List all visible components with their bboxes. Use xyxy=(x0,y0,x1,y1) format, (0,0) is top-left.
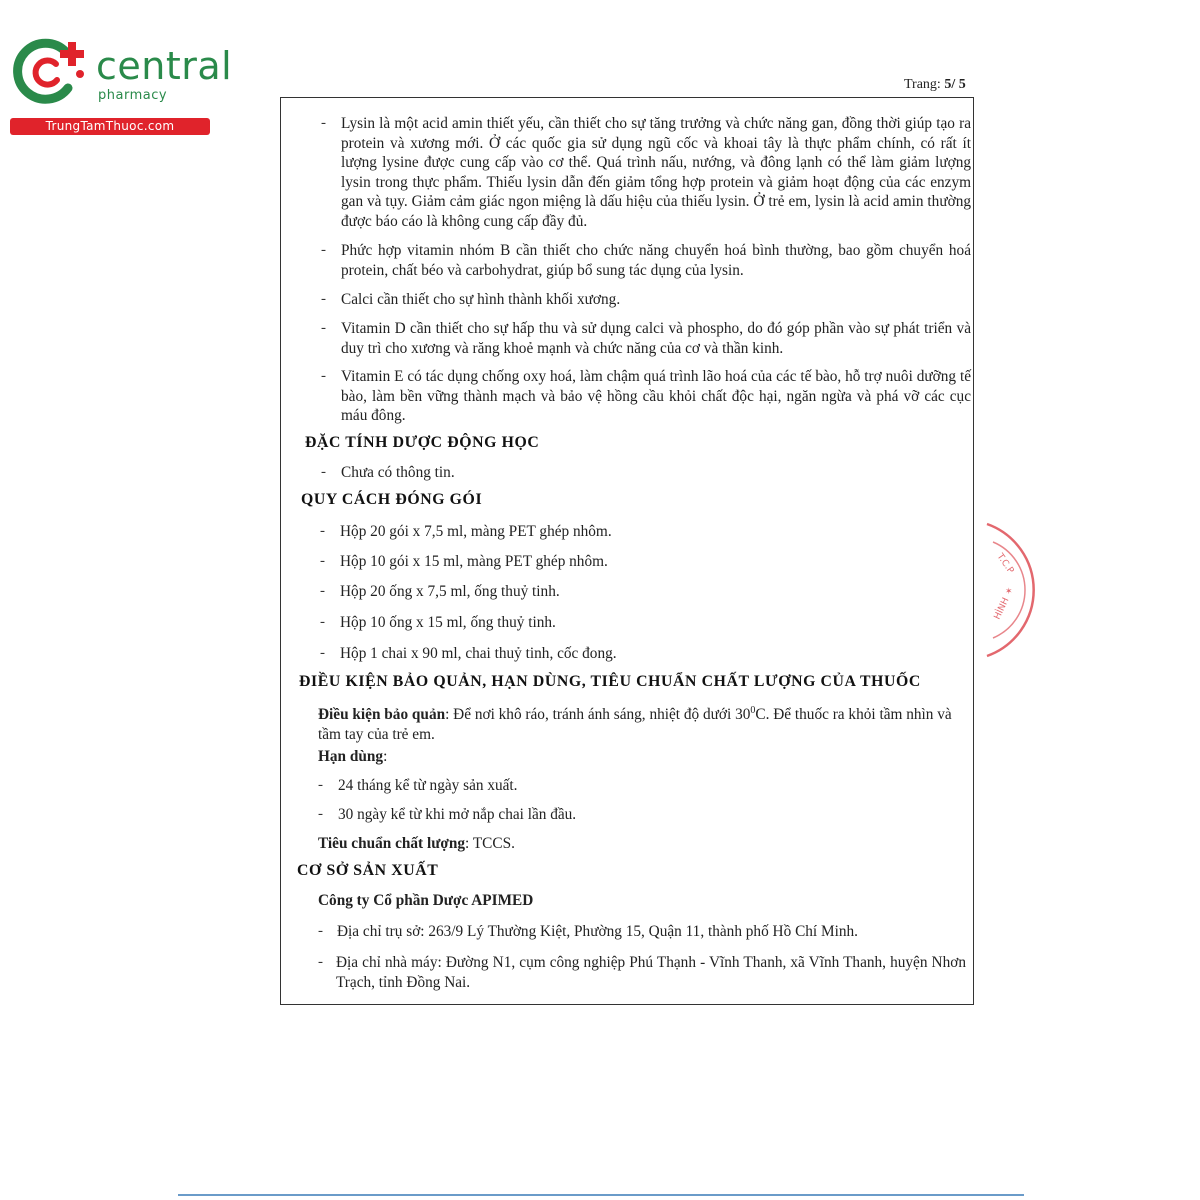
bullet-dash: - xyxy=(321,320,326,336)
bullet-dash: - xyxy=(321,291,326,307)
logo-wordmark: central xyxy=(96,44,233,88)
bullet-dash: - xyxy=(321,115,326,131)
pharmacy-logo-icon xyxy=(10,38,92,104)
bullet-dash: - xyxy=(321,368,326,384)
bullet-dash: - xyxy=(320,583,325,599)
page-value: 5/ 5 xyxy=(944,77,966,92)
quality-label: Tiêu chuẩn chất lượng xyxy=(318,835,466,852)
packaging-item: Hộp 10 ống x 15 ml, ống thuỷ tinh. xyxy=(340,614,556,631)
bullet-dash: - xyxy=(321,464,326,480)
degree-sup: 0 xyxy=(750,705,756,716)
section-heading-packaging: QUY CÁCH ĐÓNG GÓI xyxy=(301,491,483,508)
packaging-item: Hộp 10 gói x 15 ml, màng PET ghép nhôm. xyxy=(340,553,608,570)
bullet-vitamin-b: Phức hợp vitamin nhóm B cần thiết cho chức năng chuyển hoá bình thường, bao gồm chuyển hoá protein, chất béo và carbohydrat, giúp bổ sung tác dụng của lysin. xyxy=(341,242,971,279)
bullet-dash: - xyxy=(318,923,323,939)
quality-text: : TCCS. xyxy=(465,835,515,852)
bullet-dash: - xyxy=(320,645,325,661)
bottom-divider xyxy=(178,1194,1024,1196)
bullet-dash: - xyxy=(318,954,323,970)
shelf-label: Hạn dùng xyxy=(318,748,384,765)
central-pharmacy-logo xyxy=(10,36,233,136)
svg-text:✶: ✶ xyxy=(1005,587,1013,597)
bullet-dash: - xyxy=(318,777,323,793)
manufacturer-company: Công ty Cổ phần Dược APIMED xyxy=(318,892,534,909)
shelf-life-item: 24 tháng kể từ ngày sản xuất. xyxy=(338,777,518,794)
manufacturer-address-factory: Địa chỉ nhà máy: Đường N1, cụm công nghiệp Phú Thạnh - Vĩnh Thanh, xã Vĩnh Thanh, huyện Nhơn Trạch, tỉnh Đồng Nai. xyxy=(336,954,966,991)
logo-subtitle: pharmacy xyxy=(98,88,168,103)
bullet-dash: - xyxy=(320,523,325,539)
storage-label: Điều kiện bảo quản xyxy=(318,706,446,724)
storage-conditions xyxy=(318,701,970,744)
page-number xyxy=(904,77,966,93)
quality-standard xyxy=(318,834,970,854)
bullet-vitamin-d: Vitamin D cần thiết cho sự hấp thu và sử dụng calci và phospho, do đó góp phần vào sự phát triển và duy trì cho xương và răng khoẻ mạnh và chức năng của cơ và thần kinh. xyxy=(341,320,971,357)
bullet-dash: - xyxy=(320,553,325,569)
section-heading-manufacturer: CƠ SỞ SẢN XUẤT xyxy=(297,862,439,879)
storage-text-cont: C. Để thuốc ra khỏi tầm nhìn và tầm tay của trẻ em. xyxy=(318,706,952,743)
svg-text:T.C.P: T.C.P xyxy=(994,551,1016,576)
svg-text:HÌNH: HÌNH xyxy=(992,596,1012,622)
manufacturer-address-office: Địa chỉ trụ sở: 263/9 Lý Thường Kiệt, Phường 15, Quận 11, thành phố Hồ Chí Minh. xyxy=(337,923,858,940)
section-heading-pharmacokinetics: ĐẶC TÍNH DƯỢC ĐỘNG HỌC xyxy=(305,434,540,451)
section-heading-storage: ĐIỀU KIỆN BẢO QUẢN, HẠN DÙNG, TIÊU CHUẨN CHẤT LƯỢNG CỦA THUỐC xyxy=(299,673,921,690)
shelf-life-item: 30 ngày kể từ khi mở nắp chai lần đầu. xyxy=(338,806,577,823)
shelf-colon: : xyxy=(383,748,388,765)
bullet-vitamin-e: Vitamin E có tác dụng chống oxy hoá, làm chậm quá trình lão hoá của các tế bào, hỗ trợ nuôi dưỡng tế bào, làm bền vững thành mạch và bảo vệ hồng cầu khỏi chất độc hại, ngăn ngừa và phá vỡ các cục máu đông. xyxy=(341,368,971,424)
page-label: Trang: xyxy=(904,77,941,92)
bullet-dash: - xyxy=(318,806,323,822)
company-seal-stamp xyxy=(975,520,1035,660)
logo-website-banner: TrungTamThuoc.com xyxy=(10,118,210,135)
packaging-item: Hộp 20 gói x 7,5 ml, màng PET ghép nhôm. xyxy=(340,523,612,540)
shelf-life-heading xyxy=(318,747,970,767)
bullet-calci: Calci cần thiết cho sự hình thành khối xương. xyxy=(341,291,621,308)
packaging-item: Hộp 1 chai x 90 ml, chai thuỷ tinh, cốc đong. xyxy=(340,645,617,662)
bullet-lysin: Lysin là một acid amin thiết yếu, cần thiết cho sự tăng trưởng và chức năng gan, đồng thời giúp tạo ra protein và xương mới. Ở các quốc gia sử dụng ngũ cốc và khoai tây là thực phẩm chính, có rất ít lượng lysine được cung cấp vào cơ thể. Quá trình nấu, nướng, và đông lạnh có thể làm giảm lượng lysin trong thực phẩm. Thiếu lysin dẫn đến giảm tổng hợp protein và giảm hoạt động của các enzym gan và tụy. Giảm cảm giác ngon miệng là dấu hiệu của thiếu lysin. Ở trẻ em, lysin là acid amin thường được báo cáo là không cung cấp đầy đủ. xyxy=(341,115,971,230)
bullet-dash: - xyxy=(321,242,326,258)
pharmacokinetics-item: Chưa có thông tin. xyxy=(341,464,455,481)
bullet-dash: - xyxy=(320,614,325,630)
packaging-item: Hộp 20 ống x 7,5 ml, ống thuỷ tinh. xyxy=(340,583,560,600)
storage-text: : Để nơi khô ráo, tránh ánh sáng, nhiệt độ dưới 30 xyxy=(445,706,751,724)
